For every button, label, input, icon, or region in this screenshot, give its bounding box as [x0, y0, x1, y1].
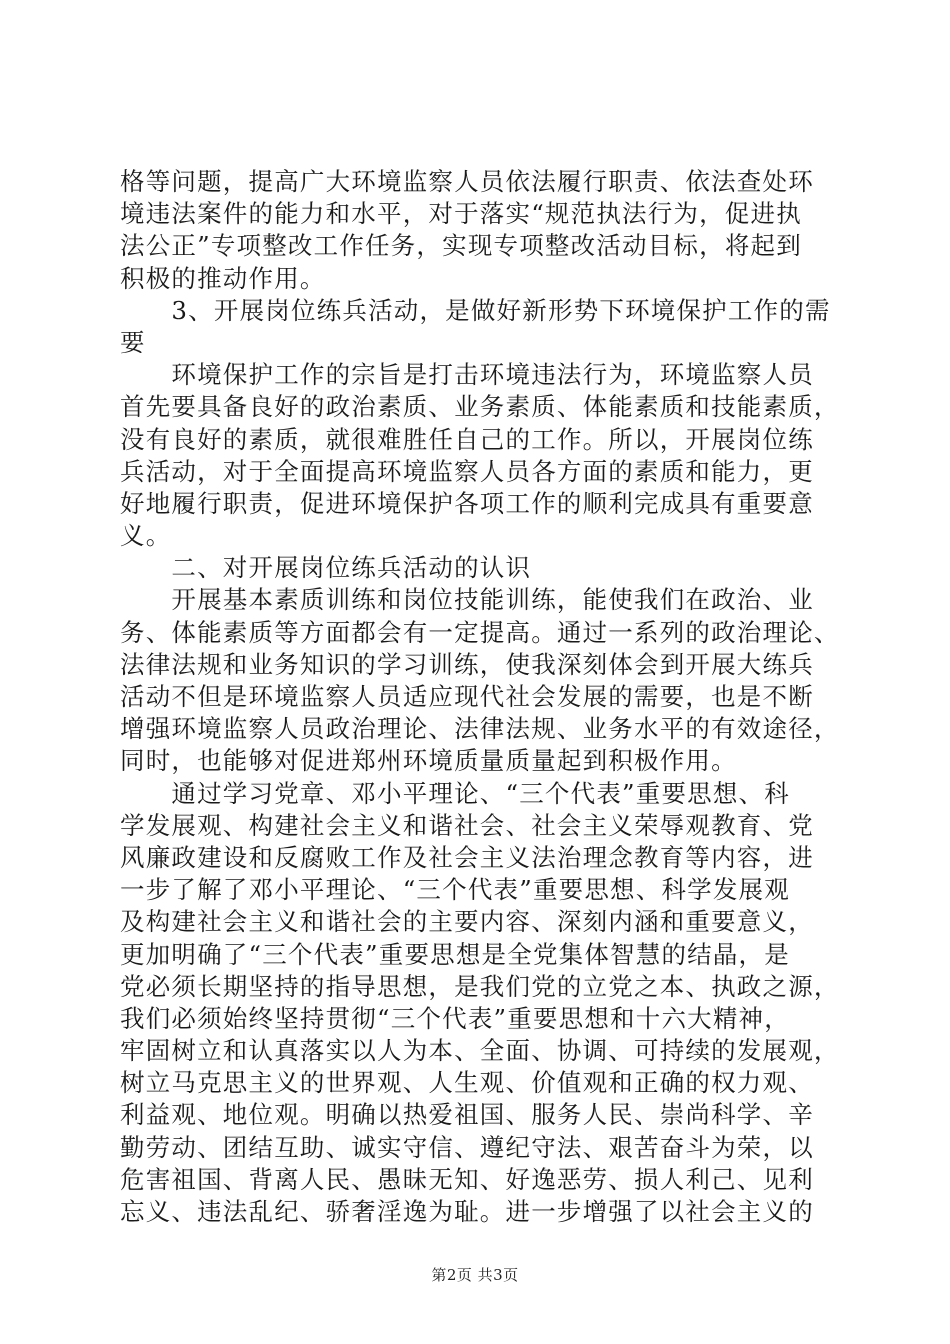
text-line-8: 首先要具备良好的政治素质、业务素质、体能素质和技能素质，	[120, 392, 840, 422]
text-line-20: 通过学习党章、邓小平理论、“三个代表”重要思想、科	[120, 778, 790, 808]
text-line-4: 积极的推动作用。	[120, 263, 326, 293]
section-heading-3-cont: 要	[120, 327, 146, 357]
text-line-1: 格等问题，提高广大环境监察人员依法履行职责、依法查处环	[120, 167, 814, 196]
text-line-3: 法公正”专项整改工作任务，实现专项整改活动目标，将起到	[120, 231, 802, 261]
text-line-28: 牢固树立和认真落实以人为本、全面、协调、可持续的发展观，	[120, 1036, 840, 1066]
text-line-33: 忘义、违法乱纪、骄奢淫逸为耻。进一步增强了以社会主义的	[120, 1197, 814, 1226]
text-line-31: 勤劳动、团结互助、诚实守信、遵纪守法、艰苦奋斗为荣，以	[120, 1132, 814, 1162]
text-line-17: 活动不但是环境监察人员适应现代社会发展的需要，也是不断	[120, 682, 814, 711]
text-line-18: 增强环境监察人员政治理论、法律法规、业务水平的有效途径，	[120, 714, 840, 744]
text-line-26: 党必须长期坚持的指导思想，是我们党的立党之本、执政之源，	[120, 971, 840, 1001]
text-line-15: 务、体能素质等方面都会有一定提高。通过一系列的政治理论、	[120, 617, 840, 647]
text-line-11: 好地履行职责，促进环境保护各项工作的顺利完成具有重要意	[120, 488, 814, 518]
text-line-9: 没有良好的素质，就很难胜任自己的工作。所以，开展岗位练	[120, 424, 814, 454]
text-line-7: 环境保护工作的宗旨是打击环境违法行为，环境监察人员	[120, 360, 814, 390]
text-line-29: 树立马克思主义的世界观、人生观、价值观和正确的权力观、	[120, 1068, 814, 1098]
text-line-24: 及构建社会主义和谐社会的主要内容、深刻内涵和重要意义，	[120, 907, 814, 937]
text-line-30: 利益观、地位观。明确以热爱祖国、服务人民、崇尚科学、辛	[120, 1100, 814, 1130]
text-line-32: 危害祖国、背离人民、愚昧无知、好逸恶劳、损人利己、见利	[120, 1164, 814, 1194]
body-text	[120, 166, 840, 1228]
text-line-2: 境违法案件的能力和水平，对于落实“规范执法行为，促进执	[120, 199, 802, 229]
page-footer: 第2页 共3页	[431, 1266, 519, 1284]
text-line-12: 义。	[120, 521, 172, 551]
text-line-22: 风廉政建设和反腐败工作及社会主义法治理念教育等内容，进	[120, 842, 814, 872]
text-line-19: 同时，也能够对促进郑州环境质量质量起到积极作用。	[120, 746, 737, 776]
text-line-27: 我们必须始终坚持贯彻“三个代表”重要思想和十六大精神，	[120, 1003, 790, 1033]
text-line-21: 学发展观、构建社会主义和谐社会、社会主义荣辱观教育、党	[120, 810, 814, 840]
text-line-25: 更加明确了“三个代表”重要思想是全党集体智慧的结晶，是	[120, 939, 790, 969]
text-line-16: 法律法规和业务知识的学习训练，使我深刻体会到开展大练兵	[120, 649, 814, 679]
section-heading-2: 二、对开展岗位练兵活动的认识	[120, 553, 532, 583]
section-heading-3: 3、开展岗位练兵活动，是做好新形势下环境保护工作的需	[120, 295, 831, 325]
text-line-10: 兵活动，对于全面提高环境监察人员各方面的素质和能力，更	[120, 456, 814, 486]
text-line-23: 一步了解了邓小平理论、“三个代表”重要思想、科学发展观	[120, 875, 790, 905]
text-line-14: 开展基本素质训练和岗位技能训练，能使我们在政治、业	[120, 585, 814, 615]
